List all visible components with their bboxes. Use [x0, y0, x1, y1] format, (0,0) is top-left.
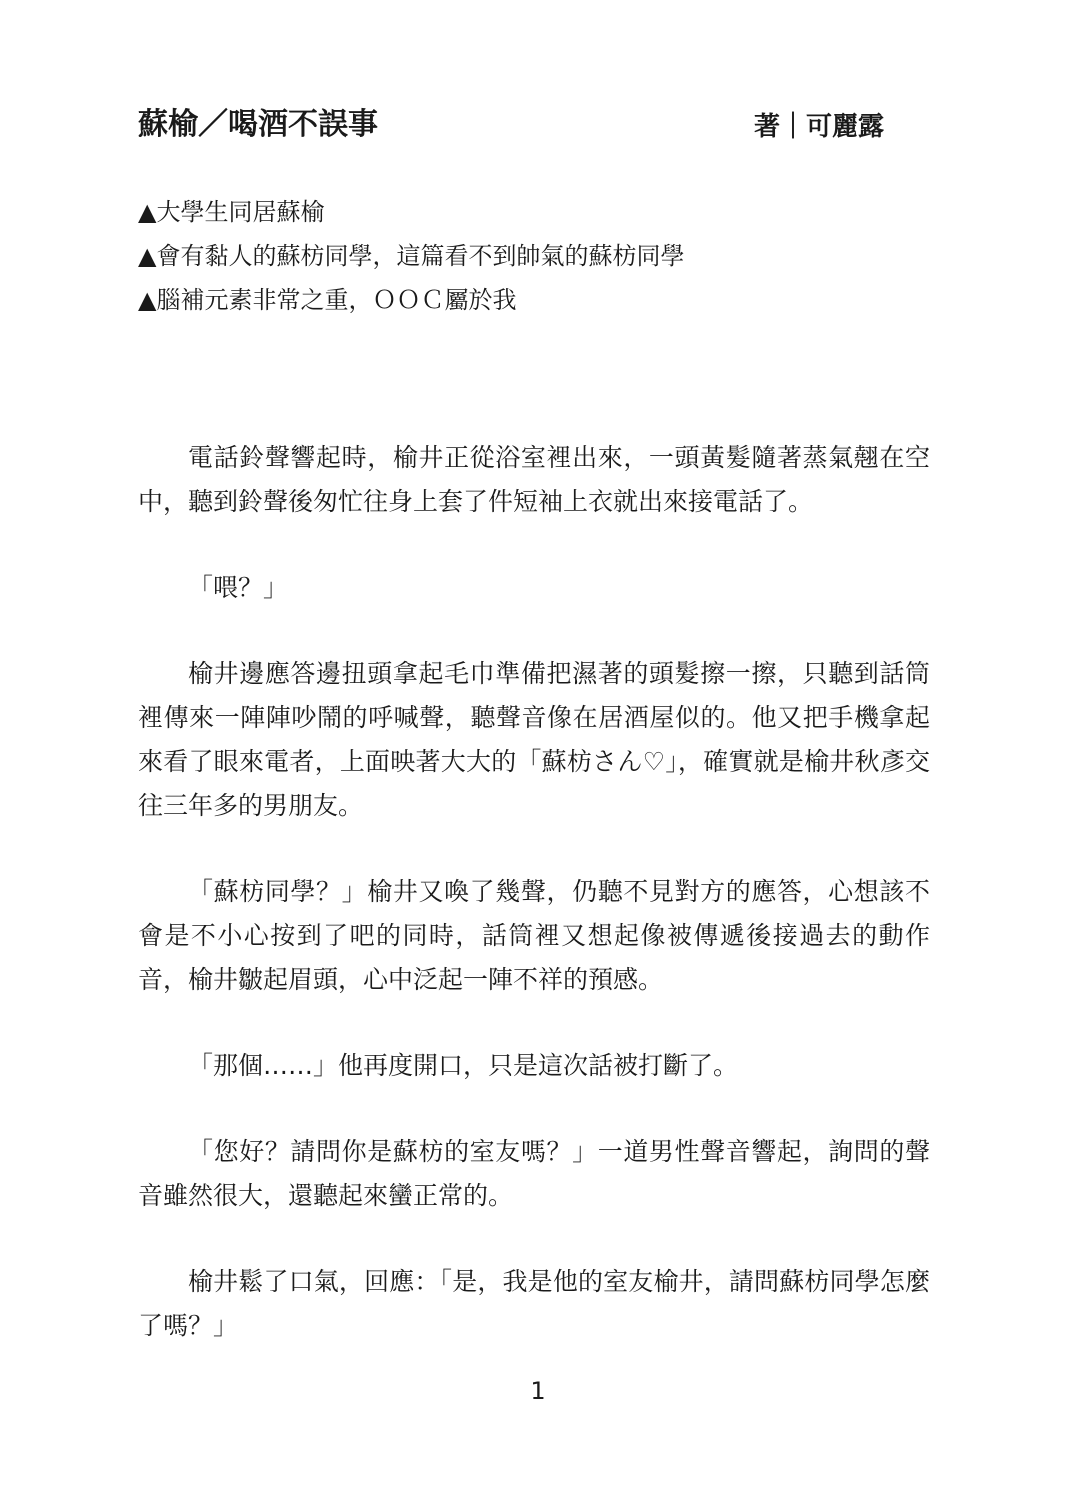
author-credit: 著｜可麗露 [754, 112, 885, 142]
story-body [138, 436, 930, 1390]
note-item: ▲會有黏人的蘇枋同學，這篇看不到帥氣的蘇枋同學 [138, 242, 685, 270]
paragraph: 「那個……」他再度開口，只是這次話被打斷了。 [188, 1051, 739, 1080]
note-item: ▲腦補元素非常之重，ＯＯＣ屬於我 [138, 286, 517, 314]
paragraph: 電話鈴聲響起時，榆井正從浴室裡出來，一頭黃髮隨著蒸氣翹在空中，聽到鈴聲後匆忙往身上套了件短袖上衣就出來接電話了。 [138, 443, 930, 516]
paragraph: 「喂？」 [188, 573, 289, 602]
document-title: 蘇榆／喝酒不誤事 [138, 107, 378, 142]
paragraph: 「您好？請問你是蘇枋的室友嗎？」一道男性聲音響起，詢問的聲音雖然很大，還聽起來蠻正常的。 [138, 1137, 930, 1210]
paragraph: 榆井邊應答邊扭頭拿起毛巾準備把濕著的頭髮擦一擦，只聽到話筒裡傳來一陣陣吵鬧的呼喊聲，聽聲音像在居酒屋似的。他又把手機拿起來看了眼來電者，上面映著大大的「蘇枋さん♡」，確實就是榆井秋彥交往三年多的男朋友。 [138, 659, 930, 820]
note-item: ▲大學生同居蘇榆 [138, 198, 325, 226]
paragraph: 「蘇枋同學？」榆井又喚了幾聲，仍聽不見對方的應答，心想該不會是不小心按到了吧的同時，話筒裡又想起像被傳遞後接過去的動作音，榆井皺起眉頭，心中泛起一陣不祥的預感。 [138, 877, 930, 994]
notes-list [138, 190, 684, 322]
page-number: 1 [530, 1377, 546, 1405]
paragraph: 榆井鬆了口氣，回應：「是，我是他的室友榆井，請問蘇枋同學怎麼了嗎？」 [138, 1267, 930, 1340]
